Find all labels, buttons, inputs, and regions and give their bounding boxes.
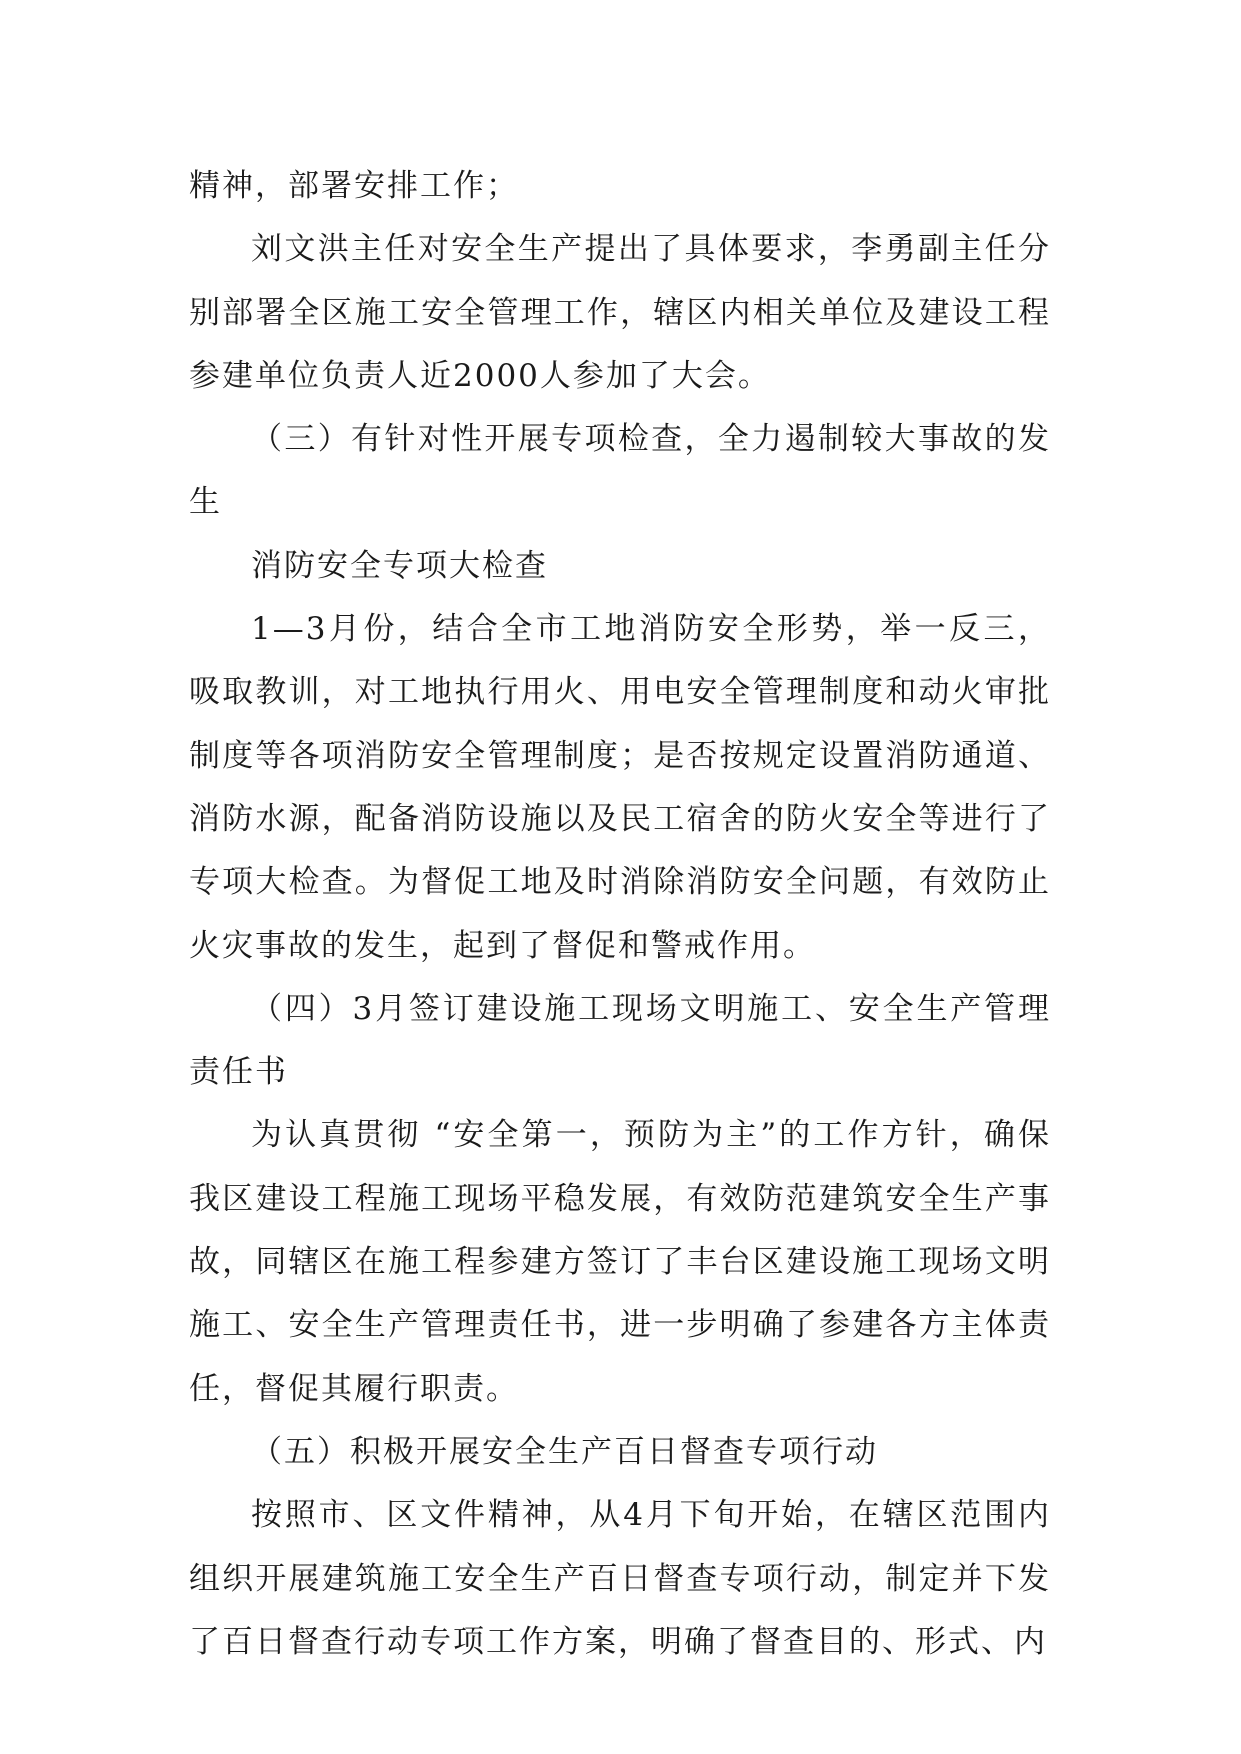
section-heading-4: （四）3月签订建设施工现场文明施工、安全生产管理责任书 xyxy=(189,990,1051,1091)
paragraph-leaders-requirements: 刘文洪主任对安全生产提出了具体要求，李勇副主任分别部署全区施工安全管理工作，辖区内相关单位及建设工程参建单位负责人近2000人参加了大会。 xyxy=(189,231,1051,394)
paragraph-fire-inspection: 1—3月份，结合全市工地消防安全形势，举一反三，吸取教训，对工地执行用火、用电安全管理制度和动火审批制度等各项消防安全管理制度；是否按规定设置消防通道、消防水源，配备消防设施以及民工宿舍的防火安全等进行了专项大检查。为督促工地及时消除消防安全问题，有效防止火灾事故的发生，起到了督促和警戒作用。 xyxy=(189,611,1051,964)
section-heading-5: （五）积极开展安全生产百日督查专项行动 xyxy=(251,1433,878,1470)
section-heading-3: （三）有针对性开展专项检查，全力遏制较大事故的发生 xyxy=(189,421,1051,521)
document-body xyxy=(189,155,1051,1674)
paragraph-responsibility: 为认真贯彻 “安全第一，预防为主”的工作方针，确保我区建设工程施工现场平稳发展，有效防范建筑安全生产事故，同辖区在施工程参建方签订了丰台区建设施工现场文明施工、安全生产管理责任书，进一步明确了参建各方主体责任，督促其履行职责。 xyxy=(189,1117,1051,1407)
paragraph-hundred-days: 按照市、区文件精神，从4月下旬开始，在辖区范围内组织开展建筑施工安全生产百日督查专项行动，制定并下发了百日督查行动专项工作方案，明确了督查目的、形式、内 xyxy=(189,1497,1051,1660)
subheading-fire-inspection: 消防安全专项大检查 xyxy=(251,547,548,584)
paragraph-continuation: 精神，部署安排工作； xyxy=(189,168,519,204)
